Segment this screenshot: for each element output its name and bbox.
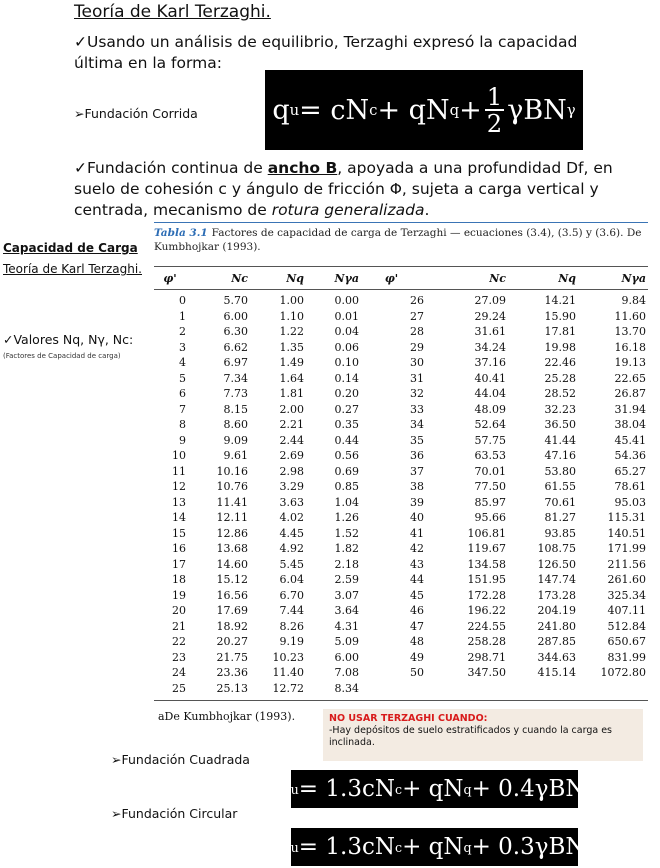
table-cell: 6.00 [223,309,248,323]
table-cell: 29.24 [474,309,506,323]
bullet-text: , apoyada a una profundidad Df, en suelo de cohesión c y ángulo de fricción Φ, sujeta a carga vertical y centrada, mecanismo de [74,159,613,219]
eq-sub: c [369,101,378,119]
table-cell: 7.73 [223,387,248,400]
table-cell: 2.69 [279,449,304,462]
table-cell: 1.82 [334,542,359,555]
table-row [154,418,648,434]
fundacion-circular-label: ➢Fundación Circular [111,806,238,821]
eq-term: + qN [402,776,464,802]
table-cell: 2.98 [279,464,304,478]
fundacion-corrida-label: ➢Fundación Corrida [74,106,198,121]
table-cell: 32.23 [544,402,576,416]
table-cell: 204.19 [537,604,576,617]
table-cell: 36 [410,449,424,462]
table-header-cell: φ' [384,272,399,285]
eq-term: = 1.3cN [298,776,395,802]
table-cell: 171.99 [607,542,646,555]
table-cell: 512.84 [607,619,646,633]
eq-sub: u [290,839,299,855]
bullet-italic: rotura generalizada [271,201,425,219]
eq-sub: c [394,839,403,855]
table-cell: 347.50 [467,666,506,679]
table-row [154,589,648,605]
table-row [154,465,648,481]
table-cell: 25.13 [216,681,248,695]
table-header [154,267,648,290]
eq-term: + 0.3γBN [471,834,586,860]
table-cell: 147.74 [537,573,576,586]
table-cell: 115.31 [607,511,646,524]
table-cell: 44 [410,573,424,586]
table-row [154,403,648,419]
table-row [154,480,648,496]
table-cell: 3.64 [334,604,359,617]
table-cell: 325.34 [607,588,646,602]
table-cell: 17.69 [216,604,248,617]
table-cell: 224.55 [467,619,506,633]
table-cell: 0.20 [334,387,359,400]
table-cell: 0.27 [334,402,359,416]
table-cell: 261.60 [607,573,646,586]
table-row [154,635,648,651]
table-row [154,387,648,403]
table-footnote: aDe Kumbhojkar (1993). [158,710,296,723]
table-cell: 0 [179,294,186,307]
table-cell: 31.61 [474,325,506,338]
table-cell: 22 [172,635,186,648]
table-cell: 1.04 [334,495,359,509]
fundacion-cuadrada-label: ➢Fundación Cuadrada [111,752,250,767]
table-cell: 650.67 [607,635,646,648]
table-cell: 7 [179,402,186,416]
table-cell: 9.61 [223,449,248,462]
table-cell: 14 [172,511,186,524]
frac-num: 1 [486,81,503,111]
table-cell: 8.26 [279,619,304,633]
table-cell: 81.27 [544,511,576,524]
table-cell: 344.63 [537,650,576,664]
table-cell: 19 [172,588,186,602]
table-cell: 1.22 [279,325,304,338]
table-cell: 1.00 [279,294,304,307]
table-cell: 25 [172,681,186,695]
side-note: (Factores de Capacidad de carga) [3,352,121,360]
table-caption [154,226,648,254]
table-cell: 54.36 [614,449,646,462]
table-cell: 4.31 [334,619,359,633]
table-cell: 1.10 [279,309,304,323]
table-row [154,310,648,326]
table-cell: 173.28 [537,588,576,602]
bearing-capacity-table [154,266,648,701]
eq-fraction [485,81,504,138]
table-header-cell: Nγa [621,272,646,285]
eq-term: + qN [377,94,450,126]
table-cell: 0.69 [334,464,359,478]
table-cell: 28 [410,325,424,338]
table-cell: 12.86 [216,526,248,540]
table-row [154,527,648,543]
table-cell: 119.67 [467,542,506,555]
eq-term: = cN [299,94,370,126]
table-cell: 16.18 [614,340,646,354]
table-cell: 10.23 [272,650,304,664]
table-cell: 40 [410,511,424,524]
table-row [154,542,648,558]
table-cell: 15.90 [544,309,576,323]
table-cell: 3.63 [279,495,304,509]
table-cell: 27 [410,309,424,323]
warning-text: -Hay depósitos de suelo estratificados y cuando la carga es inclinada. [329,725,613,748]
table-cell: 1.52 [334,526,359,540]
eq-sub: γ [585,839,594,855]
table-cell: 3.07 [334,588,359,602]
eq-term: + [459,94,482,126]
table-row [154,496,648,512]
eq-term: γBN [507,94,567,126]
table-cell: 49 [410,650,424,664]
table-cell: 34 [410,418,424,431]
table-cell: 35 [410,433,424,447]
table-cell: 415.14 [537,666,576,679]
table-cell: 27.09 [474,294,506,307]
table-cell: 78.61 [614,480,646,493]
table-cell: 50 [410,666,424,679]
table-cell: 5.70 [223,294,248,307]
table-row [154,651,648,667]
table-cell: 0.85 [334,480,359,493]
equation-corrida [265,70,583,150]
table-cell: 13 [172,495,186,509]
table-cell: 2 [179,325,186,338]
table-cell: 45 [410,588,424,602]
table-cell: 38 [410,480,424,493]
table-cell: 2.18 [334,557,359,571]
table-cell: 5.09 [334,635,359,648]
table-cell: 258.28 [467,635,506,648]
table-cell: 93.85 [544,526,576,540]
table-cell: 9.09 [223,433,248,447]
eq-sub: u [289,101,300,119]
table-cell: 52.64 [474,418,506,431]
eq-term: q [275,834,291,860]
table-cell: 24 [172,666,186,679]
intro-bullet: ✓Usando un análisis de equilibrio, Terzaghi expresó la capacidad última en la forma: [74,33,578,72]
table-cell: 65.27 [614,464,646,478]
eq-sub: γ [566,101,576,119]
table-cell: 48 [410,635,424,648]
table-row [154,604,648,620]
table-cell: 9.84 [621,294,646,307]
table-row [154,434,648,450]
side-heading: Capacidad de Carga [3,241,138,255]
table-cell: 6.70 [279,588,304,602]
table-cell: 46 [410,604,424,617]
table-cell: 37.16 [474,356,506,369]
table-cell: 211.56 [607,557,646,571]
table-row [154,666,648,682]
table-cell: 6.04 [279,573,304,586]
table-cell: 8.34 [334,681,359,695]
table-cell: 95.66 [474,511,506,524]
table-cell: 18 [172,573,186,586]
table-cell: 831.99 [607,650,646,664]
table-cell: 22.46 [544,356,576,369]
table-cell: 4.02 [279,511,304,524]
table-cell: 298.71 [467,650,506,664]
table-cell: 11.40 [272,666,304,679]
table-cell: 26.87 [614,387,646,400]
eq-sub: q [449,101,460,119]
table-cell: 407.11 [607,604,646,617]
table-cell: 2.59 [334,573,359,586]
bullet-text: . [424,201,430,219]
table-cell: 41.44 [544,433,576,447]
table-cell: 22.65 [614,371,646,385]
table-cell: 126.50 [537,557,576,571]
table-cell: 15.12 [216,573,248,586]
table-cell: 10.76 [216,480,248,493]
table-header-cell: Nc [231,272,248,285]
table-cell: 106.81 [467,526,506,540]
table-cell: 12.11 [216,511,248,524]
table-cell: 70.01 [474,464,506,478]
table-cell: 45.41 [614,433,646,447]
table-cell: 17 [172,557,186,571]
table-cell: 77.50 [474,480,506,493]
table-cell: 26 [410,294,424,307]
table-body [154,290,648,700]
table-row [154,372,648,388]
eq-term: = 1.3cN [298,834,395,860]
table-cell: 44.04 [474,387,506,400]
table-cell: 7.34 [223,371,248,385]
equation-cuadrada [275,770,594,808]
table-cell: 0.14 [334,371,359,385]
table-cell: 7.44 [279,604,304,617]
table-header-cell: Nq [286,272,304,285]
eq-sub: c [394,781,403,797]
table-cell: 241.80 [537,619,576,633]
table-cell: 31 [410,371,424,385]
table-cell: 63.53 [474,449,506,462]
table-cell: 8.60 [223,418,248,431]
table-cell: 0.00 [334,294,359,307]
table-cell: 8 [179,418,186,431]
table-cell: 47.16 [544,449,576,462]
table-cell: 4 [179,356,186,369]
table-cell: 0.01 [334,309,359,323]
table-row [154,356,648,372]
table-cell: 95.03 [614,495,646,509]
table-cell: 53.80 [544,464,576,478]
table-cell: 8.15 [223,402,248,416]
table-header-cell: Nc [489,272,506,285]
table-cell: 40.41 [474,371,506,385]
table-row [154,511,648,527]
table-cell: 57.75 [474,433,506,447]
eq-sub: u [290,781,299,797]
table-header-cell: Nγa [334,272,359,285]
table-cell: 108.75 [537,542,576,555]
table-cell: 1.35 [279,340,304,354]
table-cell: 1 [179,309,186,323]
table-cell: 70.61 [544,495,576,509]
table-number: Tabla 3.1 [154,227,208,239]
table-cell: 0.44 [334,433,359,447]
table-cell: 151.95 [467,573,506,586]
table-cell: 20.27 [216,635,248,648]
table-cell: 12 [172,480,186,493]
warning-title: NO USAR TERZAGHI CUANDO: [329,713,488,724]
table-cell: 4.45 [279,526,304,540]
table-cell: 1.49 [279,356,304,369]
table-row [154,294,648,310]
table-cell: 36.50 [544,418,576,431]
table-cell: 1072.80 [600,666,646,679]
table-row [154,682,648,698]
table-cell: 38.04 [614,418,646,431]
frac-den: 2 [486,109,503,138]
table-cell: 14.21 [544,294,576,307]
table-cell: 25.28 [544,371,576,385]
bullet-emphasis: ancho B [267,159,338,177]
table-cell: 11.60 [614,309,646,323]
table-cell: 18.92 [216,619,248,633]
table-cell: 6 [179,387,186,400]
table-cell: 2.00 [279,402,304,416]
table-cell: 140.51 [607,526,646,540]
table-row [154,573,648,589]
eq-term: q [272,94,290,126]
eq-term: + qN [402,834,464,860]
table-cell: 2.44 [279,433,304,447]
side-subheading: Teoría de Karl Terzaghi. [3,262,142,276]
table-cell: 1.81 [279,387,304,400]
eq-sub: γ [585,781,594,797]
table-row [154,620,648,636]
table-cell: 21.75 [216,650,248,664]
table-cell: 17.81 [544,325,576,338]
table-header-cell: φ' [163,272,177,285]
table-cell: 3 [179,340,186,354]
table-cell: 42 [410,542,424,555]
table-cell: 10.16 [216,464,248,478]
table-cell: 6.00 [334,650,359,664]
table-cell: 0.04 [334,325,359,338]
table-cell: 43 [410,557,424,571]
table-cell: 31.94 [614,402,646,416]
table-cell: 11 [172,464,186,478]
table-cell: 85.97 [474,495,506,509]
table-cell: 0.35 [334,418,359,431]
table-cell: 14.60 [216,557,248,571]
table-header-cell: Nq [558,272,576,285]
table-cell: 5.45 [279,557,304,571]
table-cell: 39 [410,495,424,509]
table-cell: 33 [410,402,424,416]
table-cell: 41 [410,526,424,540]
table-cell: 48.09 [474,402,506,416]
table-cell: 20 [172,604,186,617]
table-cell: 23.36 [216,666,248,679]
table-cell: 13.70 [614,325,646,338]
page-title: Teoría de Karl Terzaghi. [74,2,271,22]
table-top-rule [154,222,648,223]
table-row [154,449,648,465]
table-cell: 172.28 [467,588,506,602]
table-row [154,558,648,574]
table-cell: 6.97 [223,356,248,369]
table-cell: 16.56 [216,588,248,602]
table-cell: 15 [172,526,186,540]
eq-term: + 0.4γBN [471,776,586,802]
table-cell: 2.21 [279,418,304,431]
table-cell: 9 [179,433,186,447]
table-cell: 32 [410,387,424,400]
table-cell: 287.85 [537,635,576,648]
bearing-capacity-table-block [154,226,648,701]
table-cell: 30 [410,356,424,369]
eq-sub: q [463,781,472,797]
bullet-text: ✓Fundación continua de [74,159,268,177]
table-cell: 9.19 [279,635,304,648]
table-cell: 13.68 [216,542,248,555]
table-cell: 29 [410,340,424,354]
table-cell: 61.55 [544,480,576,493]
continuous-foundation-bullet [74,158,634,221]
table-cell: 134.58 [467,557,506,571]
table-cell: 28.52 [544,387,576,400]
table-cell: 4.92 [279,542,304,555]
table-cell: 11.41 [216,495,248,509]
table-cell: 0.56 [334,449,359,462]
table-cell: 7.08 [334,666,359,679]
equation-circular [275,828,594,866]
table-cell: 37 [410,464,424,478]
eq-sub: q [463,839,472,855]
table-cell: 0.10 [334,356,359,369]
table-cell: 47 [410,619,424,633]
table-cell: 5 [179,371,186,385]
table-cell: 6.30 [223,325,248,338]
side-values-label: ✓Valores Nq, Nγ, Nc: [3,332,134,347]
eq-term: q [275,776,291,802]
table-cell: 6.62 [223,340,248,354]
table-cell: 19.98 [544,340,576,354]
table-row [154,341,648,357]
table-cell: 3.29 [279,480,304,493]
warning-box [323,709,643,761]
table-row [154,325,648,341]
table-cell: 19.13 [614,356,646,369]
table-cell: 16 [172,542,186,555]
table-cell: 1.64 [279,371,304,385]
table-cell: 23 [172,650,186,664]
table-caption-text: Factores de capacidad de carga de Terzaghi — ecuaciones (3.4), (3.5) y (3.6). De Kumbhojkar (1993). [154,227,642,253]
table-cell: 10 [172,449,186,462]
table-cell: 0.06 [334,340,359,354]
table-cell: 12.72 [272,681,304,695]
table-cell: 21 [172,619,186,633]
table-cell: 1.26 [334,511,359,524]
table-cell: 34.24 [474,340,506,354]
table-cell: 196.22 [467,604,506,617]
